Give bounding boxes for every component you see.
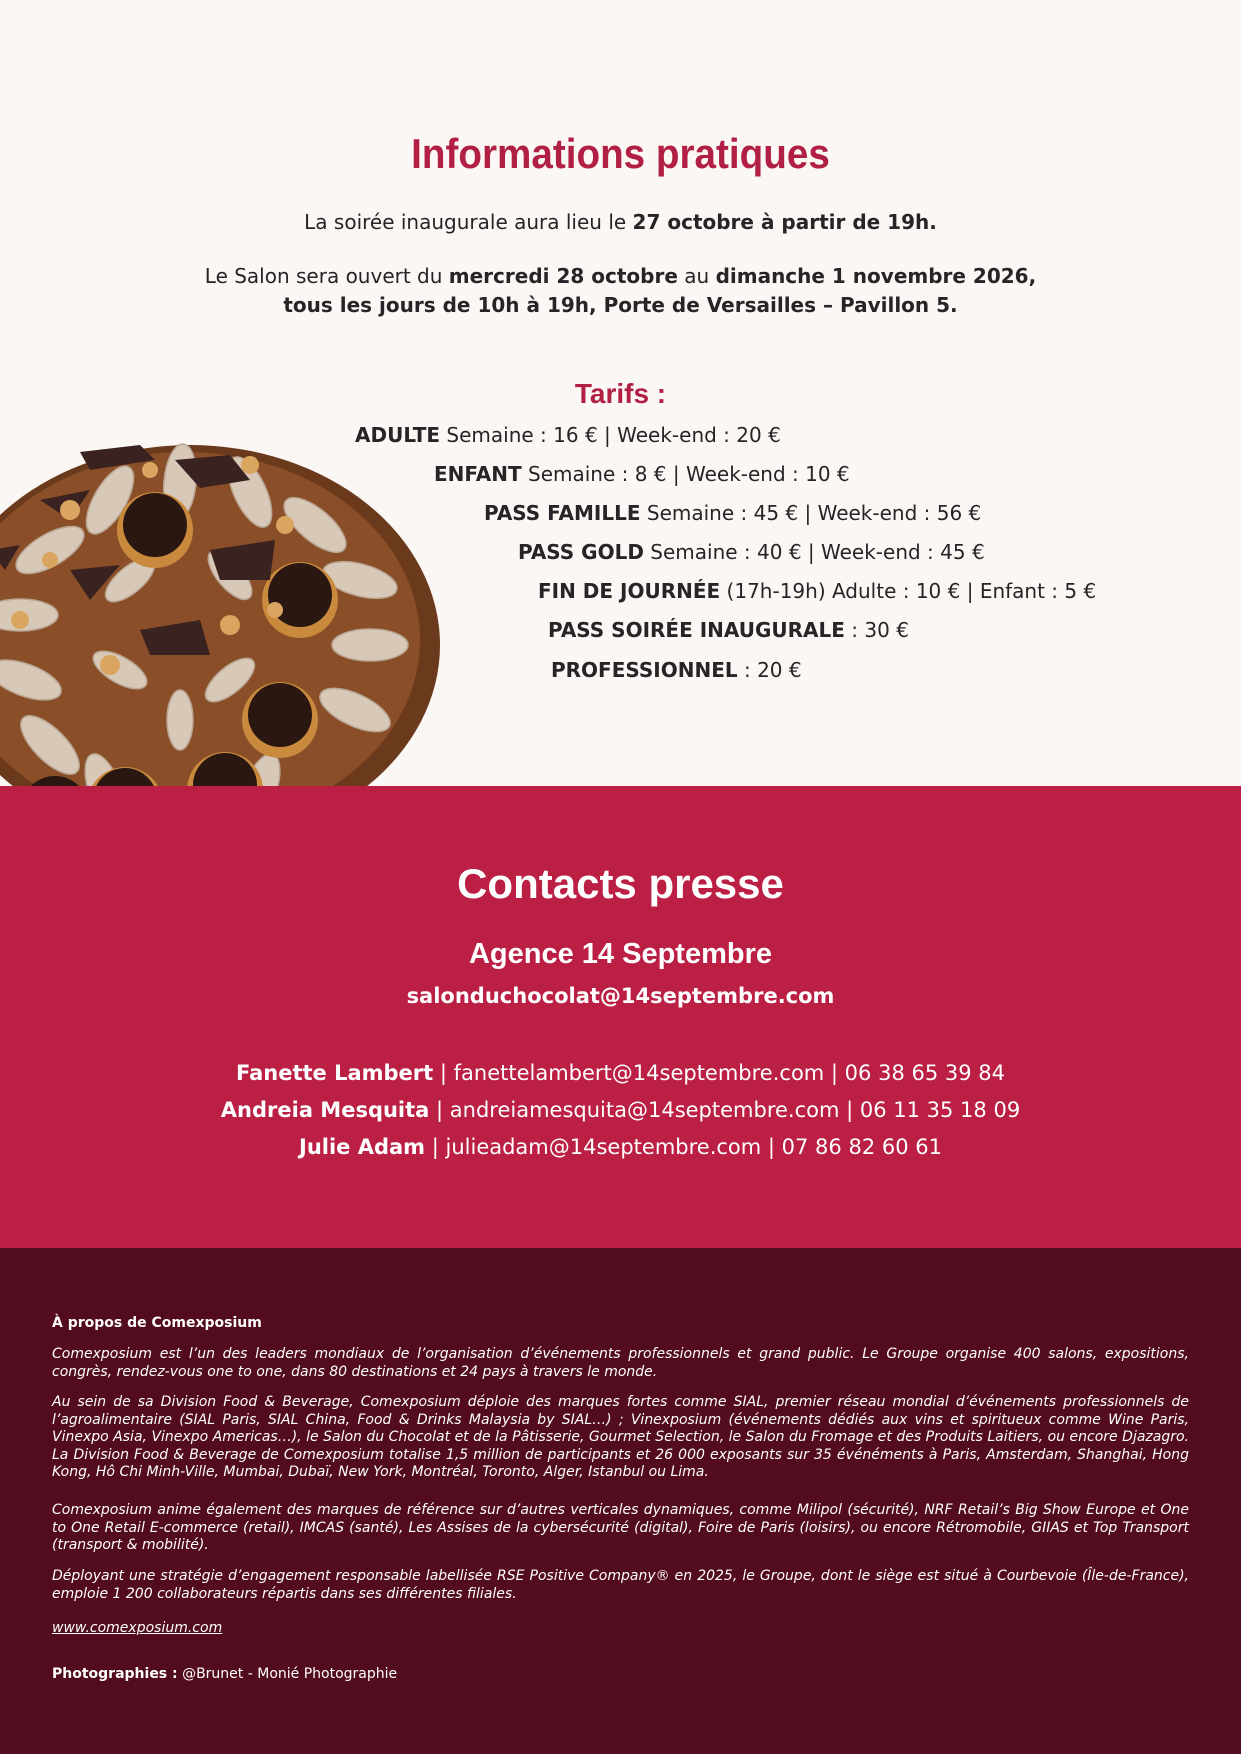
- inaugural-pre: La soirée inaugurale aura lieu le: [304, 210, 633, 234]
- tarif-pass-soiree: [548, 618, 909, 642]
- tarif-label: PROFESSIONNEL: [551, 658, 738, 682]
- tarif-adulte: [355, 423, 781, 447]
- salon-hours-text: tous les jours de 10h à 19h, Porte de Versailles – Pavillon 5.: [283, 293, 958, 317]
- about-section: [0, 1248, 1241, 1754]
- tarif-enfant: [434, 462, 850, 486]
- salon-mid: au: [677, 264, 716, 288]
- agency-name: Agence 14 Septembre: [468, 938, 772, 970]
- website-link[interactable]: www.comexposium.com: [52, 1620, 223, 1636]
- tarif-label: PASS FAMILLE: [484, 501, 641, 525]
- salon-hours: [0, 293, 1241, 317]
- contact-name: Julie Adam: [299, 1135, 426, 1159]
- tarif-label: PASS SOIRÉE INAUGURALE: [548, 618, 845, 642]
- about-heading: À propos de Comexposium: [52, 1315, 262, 1331]
- tarif-detail: : 20 €: [737, 658, 802, 682]
- about-paragraph-1: Comexposium est l’un des leaders mondiaux de l’organisation d’événements professionnels et grand public. Le Groupe organise 400 salons, expositions, congrès, rendez-vous one to one, dans 80 destinations et 24 pays à travers le monde.: [52, 1346, 1189, 1380]
- contact-row: [0, 1098, 1241, 1122]
- tarif-label: PASS GOLD: [518, 540, 644, 564]
- press-title: Contacts presse: [457, 860, 784, 907]
- agency-email-link[interactable]: salonduchocolat@14septembre.com: [406, 984, 835, 1008]
- contact-name: Andreia Mesquita: [220, 1098, 430, 1122]
- tarif-label: ADULTE: [355, 423, 441, 447]
- credit-label: Photographies :: [52, 1666, 178, 1682]
- credit-text: @Brunet - Monié Photographie: [177, 1666, 398, 1682]
- press-contacts-section: [0, 786, 1241, 1248]
- contact-name: Fanette Lambert: [235, 1061, 434, 1085]
- contact-details[interactable]: | andreiamesquita@14septembre.com | 06 11 35 18 09: [429, 1098, 1021, 1122]
- salon-start: mercredi 28 octobre: [448, 264, 678, 288]
- contact-details[interactable]: | fanettelambert@14septembre.com | 06 38 65 39 84: [433, 1061, 1005, 1085]
- about-paragraph-4: Déployant une stratégie d’engagement responsable labellisée RSE Positive Company® en 2025, le Groupe, dont le siège est situé à Courbevoie (Île-de-France), emploie 1 200 collaborateurs répartis dans ses différentes filiales.: [52, 1568, 1189, 1602]
- tarif-detail: Semaine : 8 € | Week-end : 10 €: [521, 462, 850, 486]
- about-paragraph-3: Comexposium anime également des marques de référence sur d’autres verticales dynamiques, comme Milipol (sécurité), NRF Retail’s Big Show Europe et One to One Retail E-commerce (retail), IMCAS (santé), Les Assises de la cybersécurité (digital), Foire de Paris (loisirs), ou encore Rétromobile, GIIAS et Top Transport (transport & mobilité).: [52, 1502, 1189, 1553]
- contact-details[interactable]: | julieadam@14septembre.com | 07 86 82 60 61: [425, 1135, 942, 1159]
- contact-row: [0, 1061, 1241, 1085]
- tarif-pass-famille: [484, 501, 981, 525]
- tarif-detail: Semaine : 40 € | Week-end : 45 €: [643, 540, 985, 564]
- tarifs-title: Tarifs :: [574, 378, 667, 409]
- photo-credit: [52, 1666, 397, 1682]
- tarif-detail: : 30 €: [844, 618, 909, 642]
- inaugural-info: [0, 210, 1241, 234]
- about-paragraph-2: Au sein de sa Division Food & Beverage, Comexposium déploie des marques fortes comme SIAL, premier réseau mondial d’événements professionnels de l’agroalimentaire (SIAL Paris, SIAL China, Food & Drinks Malaysia by SIAL…) ; Vinexposium (événements dédiés aux vins et spiritueux comme Wine Paris, Vinexpo Asia, Vinexpo Americas…), le Salon du Chocolat et de la Pâtisserie, Gourmet Selection, le Salon du Fromage et des Produits Laitiers, ou encore Djazagro. La Division Food & Beverage de Comexposium totalise 1,5 million de participants et 26 000 exposants sur 35 événéments à Paris, Amsterdam, Shanghai, Hong Kong, Hô Chi Minh-Ville, Mumbai, Dubaï, New York, Montréal, Toronto, Alger, Istanbul ou Lima.: [52, 1394, 1189, 1480]
- practical-info-section: [0, 0, 1241, 786]
- dessert-illustration: [0, 430, 490, 786]
- tarif-detail: (17h-19h) Adulte : 10 € | Enfant : 5 €: [720, 579, 1097, 603]
- salon-dates: [0, 264, 1241, 288]
- tarif-pass-gold: [518, 540, 985, 564]
- tarif-label: FIN DE JOURNÉE: [538, 579, 721, 603]
- salon-end: dimanche 1 novembre 2026,: [715, 264, 1037, 288]
- contact-row: [0, 1135, 1241, 1159]
- inaugural-date: 27 octobre à partir de 19h.: [632, 210, 937, 234]
- tarif-professionnel: [551, 658, 802, 682]
- tarif-detail: Semaine : 45 € | Week-end : 56 €: [640, 501, 982, 525]
- tarif-fin-de-journee: [538, 579, 1096, 603]
- page-title: Informations pratiques: [411, 130, 830, 177]
- tarif-label: ENFANT: [434, 462, 522, 486]
- tarif-detail: Semaine : 16 € | Week-end : 20 €: [440, 423, 781, 447]
- salon-pre: Le Salon sera ouvert du: [204, 264, 449, 288]
